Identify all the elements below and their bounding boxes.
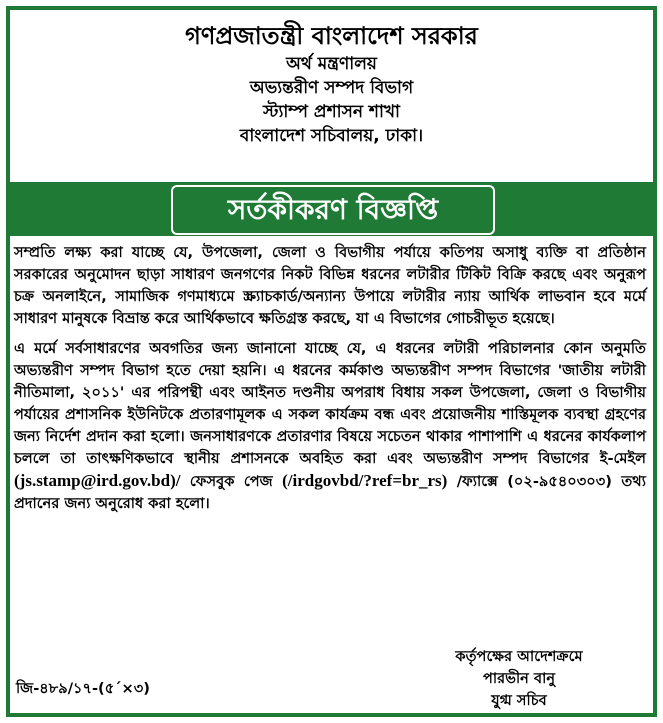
division-name: অভ্যন্তরীণ সম্পদ বিভাগ (249, 78, 414, 98)
signature-order: কর্তৃপক্ষের আদেশক্রমে (455, 648, 583, 665)
ministry-name: অর্থ মন্ত্রণালয় (286, 54, 377, 74)
email-address: (js.stamp@ird.gov.bd)/ (14, 471, 181, 490)
paragraph-2 (14, 338, 646, 515)
paragraph-2-closing: /ফ্যাক্সে (০২-৯৫৪০৩০৩) তথ্য প্রদানের জন্য অনুরোধ করা হলো। (14, 473, 646, 512)
paragraph-1: সম্প্রতি লক্ষ্য করা যাচ্ছে যে, উপজেলা, জেলা ও বিভাগীয় পর্যায়ে কতিপয় অসাধু ব্যক্তি বা প্রতিষ্ঠান সরকারের অনুমোদন ছাড়া সাধারণ জনগণের নিকট বিভিন্ন ধরনের লটারীর টিকিট বিক্রি করছে এবং অনুরূপ চক্র অনলাইনে, সামাজিক গণমাধ্যমে স্ক্র্যাচকার্ড/অন্যান্য উপায়ে লটারীর ন্যায় আর্থিক লাভবান হবে মর্মে সাধারণ মানুষকে বিভ্রান্ত করে আর্থিকভাবে ক্ষতিগ্রস্ত করছে, যা এ বিভাগের গোচরীভূত হয়েছে। (14, 244, 646, 327)
paragraph-2-text: এ মর্মে সর্বসাধারণের অবগতির জন্য জানানো যাচ্ছে যে, এ ধরনের লটারী পরিচালনার কোন অনুমতি অভ্যন্তরীণ সম্পদ বিভাগ হতে দেয়া হয়নি। এ ধরনের কর্মকাণ্ড অভ্যন্তরীণ সম্পদ বিভাগের 'জাতীয় লটারী নীতিমালা, ২০১১' এর পরিপন্থী এবং আইনত দণ্ডনীয় অপরাধ বিধায় সকল উপজেলা, জেলা ও বিভাগীয় পর্যায়ের প্রশাসনিক ইউনিটকে প্রতারণামূলক এ সকল কার্যক্রম বন্ধ এবং প্রয়োজনীয় শাস্তিমূলক ব্যবস্থা গ্রহণের জন্য নির্দেশ প্রদান করা হলো। জনসাধারণকে প্রতারণার বিষয়ে সচেতন থাকার পাশাপাশি এ ধরনের কার্যকলাপ চললে তা তাৎক্ষণিকভাবে স্থানীয় প্রশাসনকে অবহিত করা এবং অভ্যন্তরীণ সম্পদ বিভাগের ই-মেইল (14, 340, 646, 467)
reference-number: জি-৪৮৯/১৭-(৫´×৩) (16, 680, 150, 697)
office-address: বাংলাদেশ সচিবালয়, ঢাকা। (239, 126, 424, 146)
title-band (10, 182, 653, 236)
facebook-label: ফেসবুক পেজ (189, 473, 273, 490)
signature-block (419, 646, 619, 712)
branch-name: স্ট্যাম্প প্রশাসন শাখা (263, 102, 400, 122)
notice-title: সর্তকীকরণ বিজ্ঞপ্তি (171, 185, 495, 235)
notice-frame (6, 6, 657, 717)
signatory-designation: যুগ্ম সচিব (491, 692, 547, 709)
facebook-url: (/irdgovbd/?ref=br_rs) (282, 471, 448, 490)
signatory-name: পারভীন বানু (482, 670, 556, 687)
notice-header (10, 20, 653, 148)
government-name: গণপ্রজাতন্ত্রী বাংলাদেশ সরকার (185, 22, 478, 50)
notice-body (14, 242, 646, 523)
